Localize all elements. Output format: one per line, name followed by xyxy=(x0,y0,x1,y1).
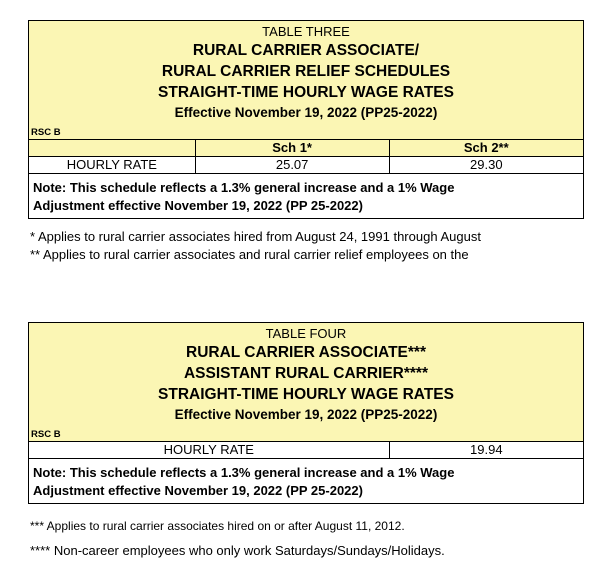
table-row xyxy=(29,442,583,459)
table-four-rsc: RSC B xyxy=(31,429,61,440)
value-sch2: 29.30 xyxy=(389,157,583,174)
table-three-note-line1: Note: This schedule reflects a 1.3% general increase and a 1% Wage xyxy=(33,180,455,195)
table-row xyxy=(29,140,583,157)
table-four-header xyxy=(29,323,583,442)
table-three-header xyxy=(29,21,583,140)
table-three-rates xyxy=(29,140,583,174)
table-four xyxy=(28,322,584,504)
table-four-note-line2: Adjustment effective November 19, 2022 (PP 25-2022) xyxy=(33,483,363,498)
value-sch1: 25.07 xyxy=(195,157,389,174)
table-three-label: TABLE THREE xyxy=(262,24,350,39)
table-row xyxy=(29,157,583,174)
table-four-footnote-1: *** Applies to rural carrier associates hired on or after August 11, 2012. xyxy=(30,519,405,533)
table-four-footnote-2: **** Non-career employees who only work Saturdays/Sundays/Holidays. xyxy=(30,543,445,558)
table-four-title-line1: RURAL CARRIER ASSOCIATE*** xyxy=(186,344,426,361)
table-four-title-line3: STRAIGHT-TIME HOURLY WAGE RATES xyxy=(158,386,454,403)
table-three-note-line2: Adjustment effective November 19, 2022 (PP 25-2022) xyxy=(33,198,363,213)
row-label-hourly-rate: HOURLY RATE xyxy=(29,442,389,459)
table-three-footnote-2: ** Applies to rural carrier associates and rural carrier relief employees on the xyxy=(30,247,469,262)
value-hourly-rate: 19.94 xyxy=(389,442,583,459)
table-four-note-line1: Note: This schedule reflects a 1.3% general increase and a 1% Wage xyxy=(33,465,455,480)
table-three-note xyxy=(29,174,583,218)
column-header-sch2: Sch 2** xyxy=(389,140,583,157)
row-label-hourly-rate: HOURLY RATE xyxy=(29,157,195,174)
table-three-title-line3: STRAIGHT-TIME HOURLY WAGE RATES xyxy=(158,84,454,101)
table-four-title-line2: ASSISTANT RURAL CARRIER**** xyxy=(183,365,428,382)
table-three-title-line2: RURAL CARRIER RELIEF SCHEDULES xyxy=(161,63,451,80)
table-four-label: TABLE FOUR xyxy=(265,326,347,341)
table-three-effective-date: Effective November 19, 2022 (PP25-2022) xyxy=(174,105,438,120)
column-header-sch1: Sch 1* xyxy=(195,140,389,157)
table-three-rsc: RSC B xyxy=(31,127,61,138)
table-four-rates xyxy=(29,442,583,459)
table-four-effective-date: Effective November 19, 2022 (PP25-2022) xyxy=(174,407,438,422)
table-three xyxy=(28,20,584,219)
column-header-blank xyxy=(29,140,195,157)
table-three-footnote-1: * Applies to rural carrier associates hired from August 24, 1991 through August xyxy=(30,229,481,244)
table-three-title-line1: RURAL CARRIER ASSOCIATE/ xyxy=(192,42,420,59)
table-four-note xyxy=(29,459,583,503)
